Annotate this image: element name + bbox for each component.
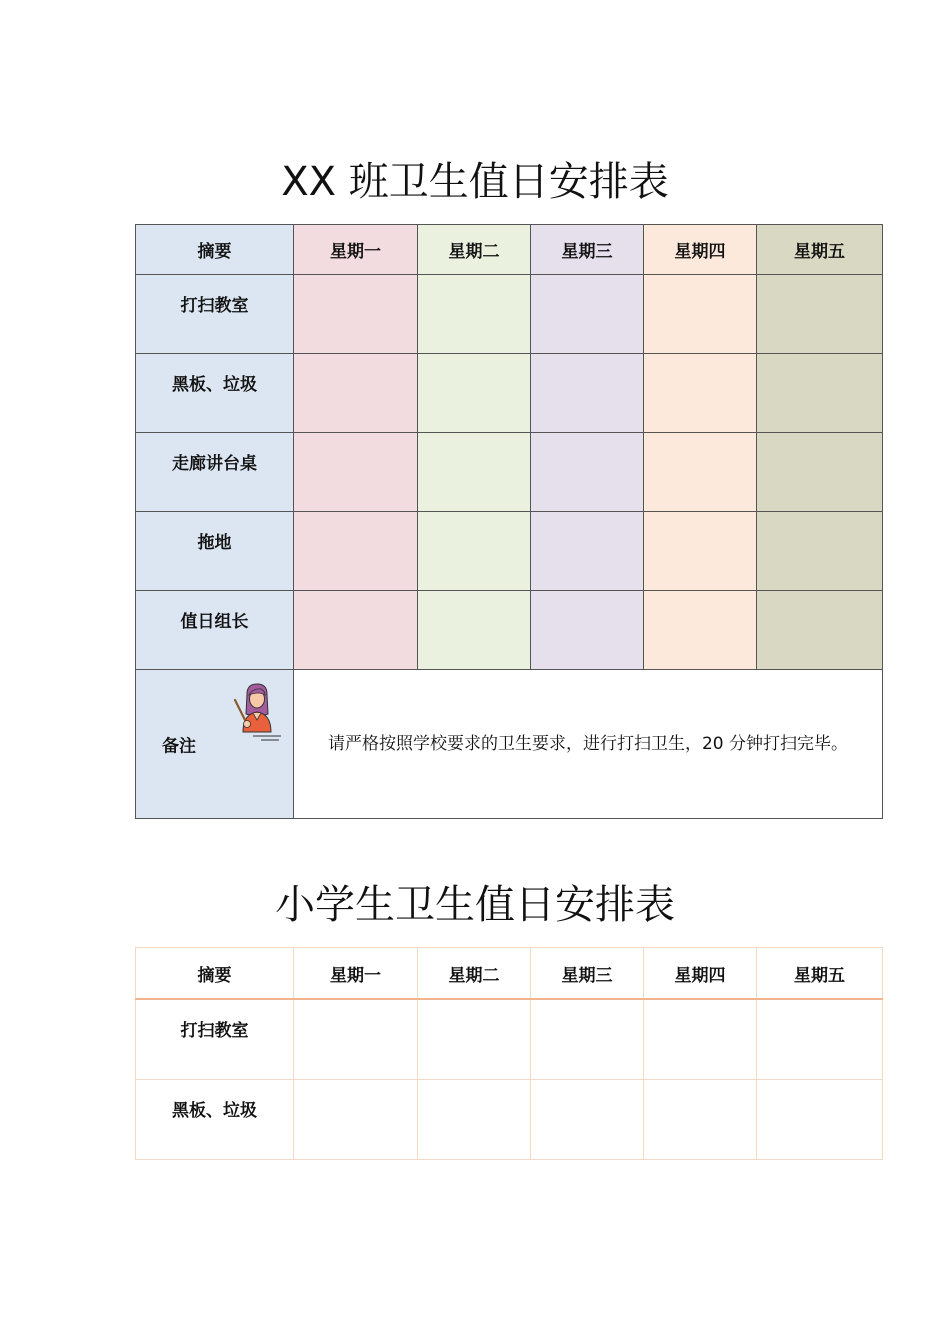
schedule-cell[interactable]	[294, 1080, 418, 1160]
row-label: 走廊讲台桌	[136, 433, 294, 512]
row-label: 值日组长	[136, 591, 294, 670]
header-tuesday: 星期二	[418, 948, 531, 1000]
header-summary: 摘要	[136, 225, 294, 275]
table-row	[136, 275, 883, 354]
header-row	[136, 225, 883, 275]
schedule-cell[interactable]	[757, 999, 883, 1080]
schedule-title-2: 小学生卫生值日安排表	[275, 882, 675, 928]
schedule-cell[interactable]	[644, 275, 757, 354]
schedule-cell[interactable]	[294, 512, 418, 591]
schedule-cell[interactable]	[418, 1080, 531, 1160]
schedule-cell[interactable]	[644, 433, 757, 512]
header-friday: 星期五	[757, 225, 883, 275]
schedule-cell[interactable]	[418, 512, 531, 591]
schedule-cell[interactable]	[294, 354, 418, 433]
header-row	[136, 948, 883, 1000]
schedule-cell[interactable]	[757, 433, 883, 512]
table-row	[136, 512, 883, 591]
schedule-cell[interactable]	[757, 275, 883, 354]
schedule-cell[interactable]	[644, 354, 757, 433]
note-label: 备注	[162, 736, 196, 757]
schedule-cell[interactable]	[644, 999, 757, 1080]
header-thursday: 星期四	[644, 948, 757, 1000]
header-friday: 星期五	[757, 948, 883, 1000]
schedule-cell[interactable]	[418, 275, 531, 354]
table-row	[136, 354, 883, 433]
header-wednesday: 星期三	[531, 948, 644, 1000]
schedule-cell[interactable]	[294, 275, 418, 354]
row-label: 打扫教室	[136, 999, 294, 1080]
schedule-cell[interactable]	[531, 591, 644, 670]
duty-schedule-table	[135, 224, 883, 819]
table-row	[136, 1080, 883, 1160]
schedule-cell[interactable]	[531, 1080, 644, 1160]
schedule-cell[interactable]	[757, 354, 883, 433]
schedule-cell[interactable]	[531, 999, 644, 1080]
row-label: 黑板、垃圾	[136, 1080, 294, 1160]
note-row	[136, 670, 883, 819]
schedule-cell[interactable]	[531, 354, 644, 433]
schedule-title: XX 班卫生值日安排表	[281, 159, 669, 205]
schedule-cell[interactable]	[294, 433, 418, 512]
header-tuesday: 星期二	[418, 225, 531, 275]
table-row	[136, 433, 883, 512]
header-wednesday: 星期三	[531, 225, 644, 275]
schedule-cell[interactable]	[418, 999, 531, 1080]
schedule-cell[interactable]	[418, 591, 531, 670]
schedule-cell[interactable]	[418, 354, 531, 433]
note-label-cell	[136, 670, 294, 819]
schedule-cell[interactable]	[294, 999, 418, 1080]
header-summary: 摘要	[136, 948, 294, 1000]
note-text: 请严格按照学校要求的卫生要求，进行打扫卫生，20 分钟打扫完毕。	[294, 670, 883, 819]
row-label: 拖地	[136, 512, 294, 591]
header-monday: 星期一	[294, 225, 418, 275]
header-thursday: 星期四	[644, 225, 757, 275]
table-row	[136, 591, 883, 670]
schedule-cell[interactable]	[757, 591, 883, 670]
table-row	[136, 999, 883, 1080]
duty-schedule-table-2	[135, 947, 883, 1160]
schedule-cell[interactable]	[531, 433, 644, 512]
header-monday: 星期一	[294, 948, 418, 1000]
schedule-cell[interactable]	[644, 1080, 757, 1160]
schedule-cell[interactable]	[644, 512, 757, 591]
schedule-cell[interactable]	[294, 591, 418, 670]
schedule-cell[interactable]	[757, 1080, 883, 1160]
row-label: 打扫教室	[136, 275, 294, 354]
schedule-cell[interactable]	[418, 433, 531, 512]
row-label: 黑板、垃圾	[136, 354, 294, 433]
schedule-cell[interactable]	[531, 275, 644, 354]
schedule-cell[interactable]	[644, 591, 757, 670]
teacher-icon	[231, 680, 283, 742]
schedule-cell[interactable]	[531, 512, 644, 591]
schedule-cell[interactable]	[757, 512, 883, 591]
